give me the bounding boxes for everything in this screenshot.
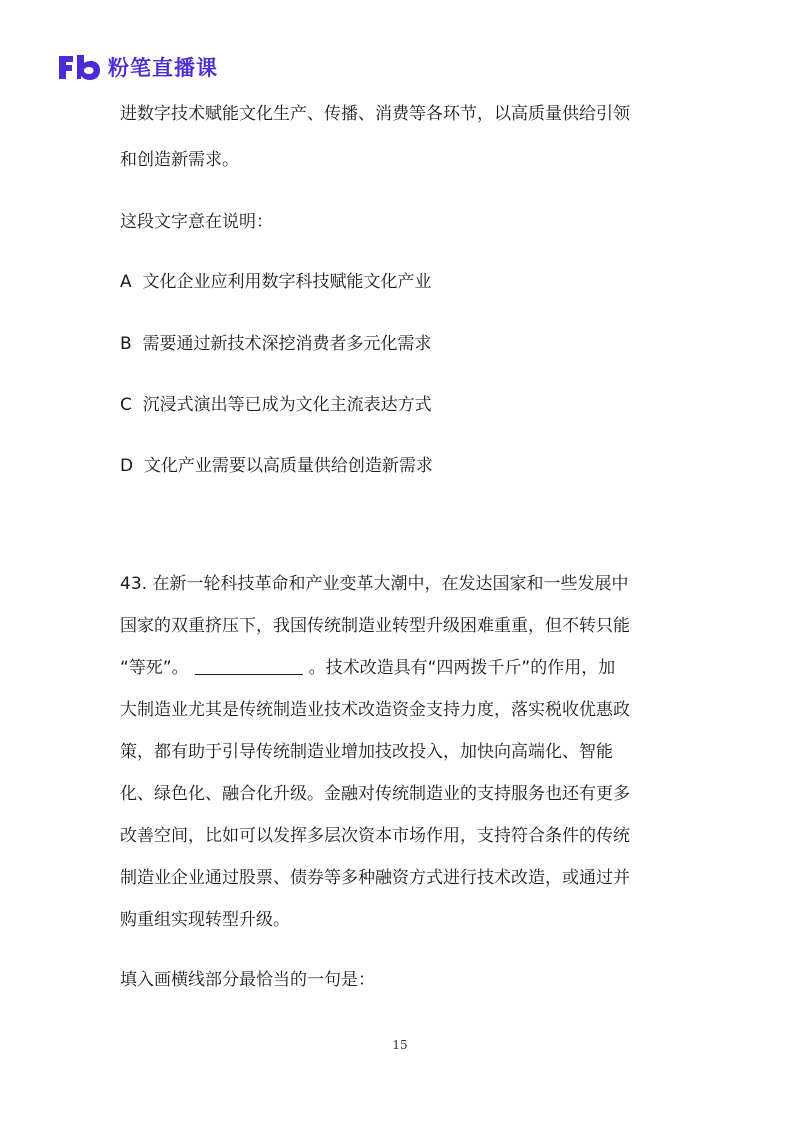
fb-logo-icon [56,52,102,82]
q43-line: 策，都有助于引导传统制造业增加技改投入，加快向高端化、智能 [120,742,613,762]
option-d [120,454,433,478]
question-prompt: 这段文字意在说明： [120,212,273,232]
option-letter: A [120,272,132,292]
option-text: 文化产业需要以高质量供给创造新需求 [143,456,433,476]
option-c [120,393,432,417]
option-text: 沉浸式演出等已成为文化主流表达方式 [142,395,432,415]
q43-line: 化、绿色化、融合化升级。金融对传统制造业的支持服务也还有更多 [120,784,630,804]
page-number: 15 [392,1038,408,1052]
q43-line: 国家的双重挤压下，我国传统制造业转型升级困难重重，但不转只能 [120,616,630,636]
option-a [120,270,431,294]
q43-line: 购重组实现转型升级。 [120,910,290,930]
answer-blank [195,657,303,675]
option-letter: D [120,456,134,476]
q43-line: 43. 在新一轮科技革命和产业变革大潮中，在发达国家和一些发展中 [120,574,629,594]
q43-text: 。技术改造具有“四两拨千斤”的作用，加 [308,658,616,678]
option-letter: B [120,334,132,354]
passage-line: 进数字技术赋能文化生产、传播、消费等各环节，以高质量供给引领 [120,104,630,124]
option-text: 需要通过新技术深挖消费者多元化需求 [142,334,432,354]
header [56,50,218,84]
q43-line: 制造业企业通过股票、债券等多种融资方式进行技术改造，或通过并 [120,868,630,888]
passage-line: 和创造新需求。 [120,150,239,170]
option-text: 文化企业应利用数字科技赋能文化产业 [142,272,432,292]
brand-name: 粉笔直播课 [108,56,218,80]
q43-text: “等死”。 [120,658,189,678]
q43-line [120,656,615,680]
q43-line: 大制造业尤其是传统制造业技术改造资金支持力度，落实税收优惠政 [120,700,630,720]
q43-line: 改善空间，比如可以发挥多层次资本市场作用，支持符合条件的传统 [120,826,630,846]
fill-blank-prompt: 填入画横线部分最恰当的一句是： [120,970,375,990]
option-b [120,332,431,356]
option-letter: C [120,395,132,415]
